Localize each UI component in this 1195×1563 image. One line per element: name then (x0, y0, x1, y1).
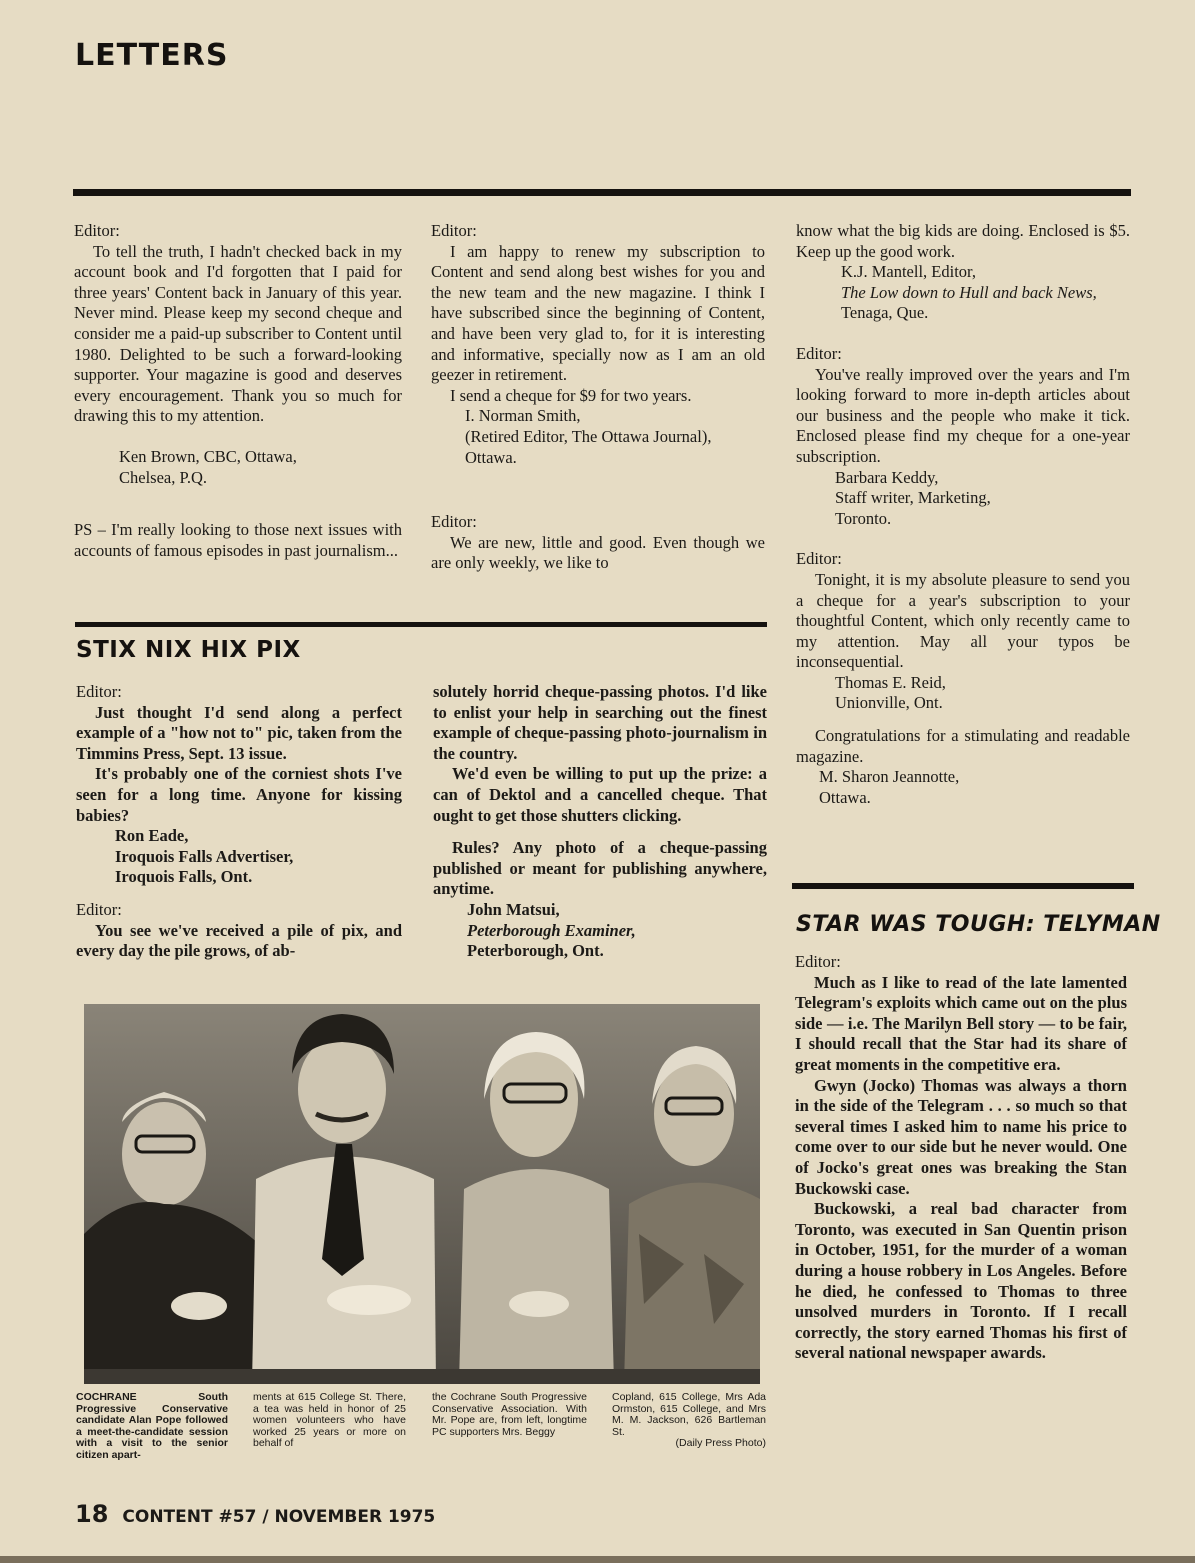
letter-salutation: Editor: (796, 549, 842, 569)
letter-signature: Peterborough Examiner, (467, 920, 636, 940)
letter-salutation: Editor: (796, 343, 842, 363)
letter-body: solutely horrid cheque-passing photos. I'd like to enlist your help in searching out the finest example of cheque-passing photo-journalism in the country. (433, 682, 767, 763)
photo-illustration (84, 1004, 760, 1384)
letter-signature: Thomas E. Reid, (835, 672, 946, 692)
section-title-star: STAR WAS TOUGH: TELYMAN (796, 912, 1161, 937)
letter-signature: Ron Eade, (115, 826, 189, 846)
caption-text: Copland, 615 College, Mrs Ada Ormston, 615 College, and Mrs M. M. Jackson, 626 Bartleman St. (612, 1391, 766, 1438)
letter-salutation: Editor: (795, 952, 841, 971)
masthead: CONTENT #57 / NOVEMBER 1975 (122, 1507, 436, 1527)
letter-signature: Iroquois Falls, Ont. (115, 867, 253, 887)
star-column (795, 952, 1127, 1364)
letter-body: Rules? Any photo of a cheque-passing published or meant for publishing anywhere, anytime. (433, 838, 767, 899)
letter-signature: Ken Brown, CBC, Ottawa, (119, 446, 297, 466)
letter-body: know what the big kids are doing. Enclosed is $5. Keep up the good work. (796, 221, 1130, 261)
photo-caption-1: COCHRANE South Progressive Conservative candidate Alan Pope followed a meet-the-candidate session with a visit to the senior citizen apart- (76, 1391, 228, 1461)
page-number: 18 (75, 1500, 109, 1528)
letter-body: We'd even be willing to put up the prize: a can of Dektol and a cancelled cheque. That ought to get those shutters clicking. (433, 764, 767, 825)
section-rule (792, 883, 1134, 889)
letter-column-1 (74, 221, 402, 561)
stix-column-1 (76, 682, 402, 962)
letter-salutation: Editor: (431, 512, 477, 532)
letter-signature: K.J. Mantell, Editor, (841, 262, 976, 282)
letter-body: Tonight, it is my absolute pleasure to send you a cheque for a year's subscription to your thoughtful Content, which only recently came to my attention. May all your typos be inconsequential. (796, 569, 1130, 672)
letter-salutation: Editor: (76, 899, 122, 919)
letter-salutation: Editor: (74, 221, 120, 240)
letter-signature: Chelsea, P.Q. (119, 467, 207, 487)
letter-signature: Barbara Keddy, (835, 467, 939, 487)
letter-body: To tell the truth, I hadn't checked back in my account book and I'd forgotten that I paid for three years' Content back in January of this year. Never mind. Please keep my second cheque and consider me a paid-up subscriber to Content until 1980. Delighted to be such a forward-looking supporter. Your magazine is good and deserves every encouragement. Thank you so much for drawing this to my attention. (74, 241, 402, 426)
letter-body: I send a cheque for $9 for two years. (450, 385, 692, 405)
letter-signature: (Retired Editor, The Ottawa Journal), Ottawa. (465, 426, 712, 467)
photo-caption-4 (612, 1392, 766, 1450)
top-rule (73, 189, 1131, 196)
photo-caption-2: ments at 615 College St. There, a tea was held in honor of 25 women volunteers who have worked 25 years or more on behalf of (253, 1391, 406, 1449)
letter-signature: Ottawa. (819, 787, 871, 807)
letter-signature: The Low down to Hull and back News, (841, 282, 1097, 302)
letter-signature: Peterborough, Ont. (467, 941, 604, 961)
letter-body: We are new, little and good. Even though we are only weekly, we like to (431, 532, 765, 573)
letter-postscript: PS – I'm really looking to those next issues with accounts of famous episodes in past journalism... (74, 520, 402, 560)
page-heading: LETTERS (75, 38, 229, 73)
letter-column-3 (796, 221, 1130, 808)
section-rule (75, 622, 767, 627)
letter-salutation: Editor: (431, 221, 477, 240)
letter-signature: Tenaga, Que. (841, 303, 929, 323)
news-photo (84, 1004, 760, 1384)
letter-body: Just thought I'd send along a perfect example of a "how not to" pic, taken from the Timmins Press, Sept. 13 issue. (76, 702, 402, 763)
letter-signature: I. Norman Smith, (465, 406, 581, 426)
letter-body: It's probably one of the corniest shots I've seen for a long time. Anyone for kissing babies? (76, 764, 402, 825)
page-footer (75, 1500, 435, 1528)
letter-body: You see we've received a pile of pix, and every day the pile grows, of ab- (76, 920, 402, 961)
photo-caption-3: the Cochrane South Progressive Conservative Association. With Mr. Pope are, from left, longtime PC supporters Mrs. Beggy (432, 1391, 587, 1438)
letter-signature: Staff writer, Marketing, (835, 488, 991, 508)
letter-signature: Unionville, Ont. (835, 693, 943, 713)
letter-body: Congratulations for a stimulating and readable magazine. (796, 726, 1130, 766)
letter-body: Buckowski, a real bad character from Toronto, was executed in San Quentin prison in October, 1951, for the murder of a woman during a house robbery in Los Angeles. Before he died, he confessed to Thomas to three unsolved murders in Toronto. If I recall correctly, the story earned Thomas his first of several national newspaper awards. (795, 1199, 1127, 1363)
photo-credit: (Daily Press Photo) (675, 1437, 766, 1449)
letter-salutation: Editor: (76, 682, 122, 701)
letter-body: I am happy to renew my subscription to Content and send along best wishes for you and the new team and the new magazine. I think I have subscribed since the beginning of Content, and have been very glad to, for it is interesting and informative, specially now as I am an old geezer in retirement. (431, 241, 765, 385)
letter-body: Much as I like to read of the late lamented Telegram's exploits which came out on the plus side — i.e. The Marilyn Bell story — to be fair, I should recall that the Star had its share of great moments in the competitive era. (795, 972, 1127, 1074)
bottom-rule (0, 1556, 1195, 1563)
section-title-stix: STIX NIX HIX PIX (76, 637, 301, 663)
letter-signature: Toronto. (835, 508, 892, 528)
letter-signature: John Matsui, (467, 899, 560, 919)
letter-body: Gwyn (Jocko) Thomas was always a thorn in the side of the Telegram . . . so much so that several times I asked him to name his price to come over to our side but he never would. One of Jocko's great ones was breaking the Stan Buckowski case. (795, 1075, 1127, 1198)
letter-body: You've really improved over the years and I'm looking forward to more in-depth articles about our business and the people who make it tick. Enclosed please find my cheque for a one-year subscription. (796, 364, 1130, 466)
letter-signature: Iroquois Falls Advertiser, (115, 846, 294, 866)
stix-column-2 (433, 682, 767, 962)
letter-signature: M. Sharon Jeannotte, (819, 767, 960, 787)
letter-column-2 (431, 221, 765, 574)
